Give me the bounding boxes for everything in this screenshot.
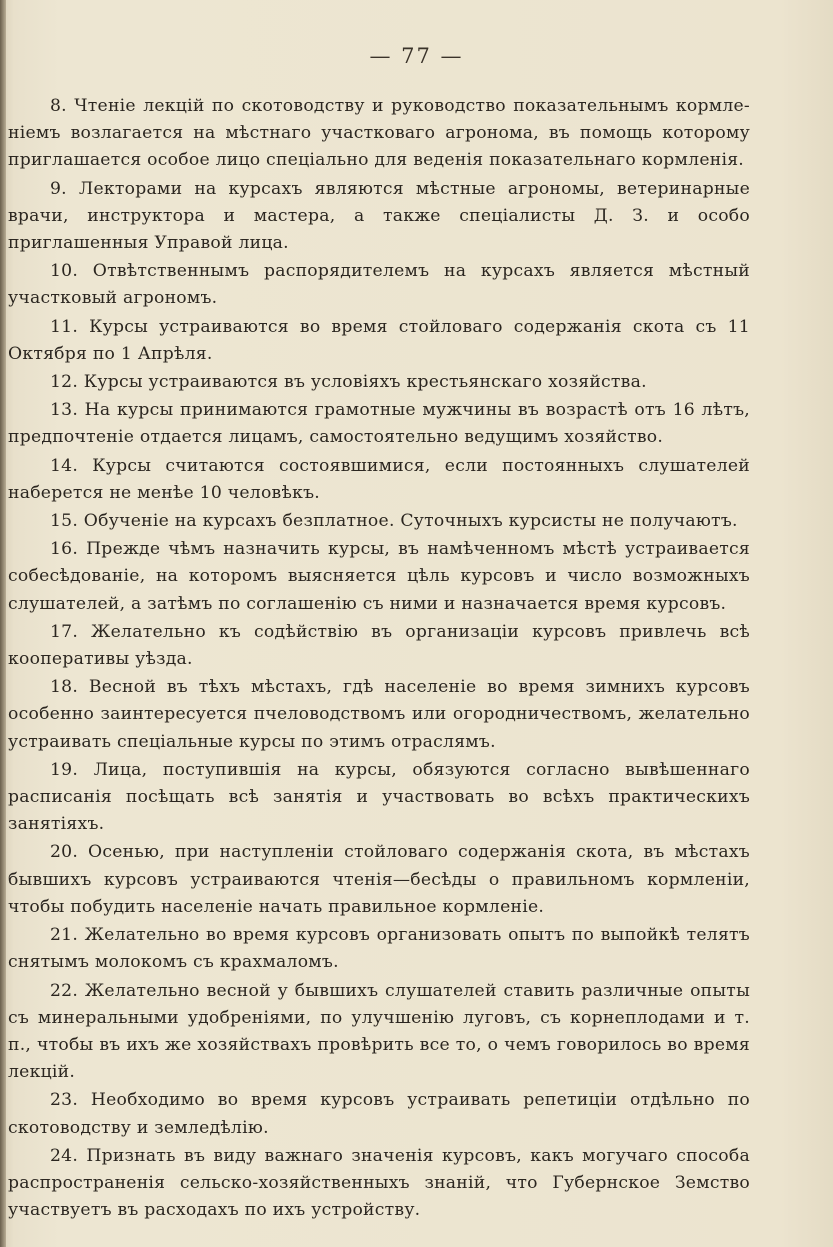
paragraph-11: 11. Курсы устраиваются во время стойловаго содержанія скота съ 11 Октября по 1 Апрѣля. [8,316,750,364]
paragraph-15: 15. Обученіе на курсахъ безплатное. Суточныхъ курсисты не получаютъ. [50,511,738,532]
paragraph-10: 10. Отвѣтственнымъ распорядителемъ на курсахъ является мѣстный участковый агрономъ. [8,261,750,309]
paragraph-12: 12. Курсы устраиваются въ условіяхъ крестьянскаго хозяйства. [50,372,647,393]
paragraph-13: 13. На курсы принимаются грамотные мужчины въ возрастѣ отъ 16 лѣтъ, предпочтеніе отдается лицамъ, самостоятельно ведущимъ хозяйство. [8,400,750,448]
page-number: — 77 — [369,44,464,68]
page-binding-edge [0,0,6,1247]
paragraph-22: 22. Желательно весной у бывшихъ слушателей ставить различные опыты съ минеральными удобреніями, по улучшенію луговъ, съ корнеплодами и т. п., чтобы въ ихъ же хозяйствахъ провѣрить все то, о чемъ говорилось во время лекцій. [8,980,750,1083]
paragraph-23: 23. Необходимо во время курсовъ устраивать репетиціи отдѣльно по скотоводству и земледѣлію. [8,1090,750,1138]
paragraph-17: 17. Желательно къ содѣйствію въ организаціи курсовъ привлечь всѣ кооперативы уѣзда. [8,621,750,670]
paragraph-21: 21. Желательно во время курсовъ организовать опытъ по выпойкѣ телятъ снятымъ молокомъ съ крахмаломъ. [8,925,750,973]
paragraph-16: 16. Прежде чѣмъ назначить курсы, въ намѣченномъ мѣстѣ устраивается собесѣдованіе, на которомъ выясняется цѣль курсовъ и число возможныхъ слушателей, а затѣмъ по соглашенію съ ними и назначается время курсовъ. [8,539,750,614]
document-body [8,93,750,1224]
paragraph-20: 20. Осенью, при наступленіи стойловаго содержанія скота, въ мѣстахъ бывшихъ курсовъ устраиваются чтенія—бесѣды о правильномъ кормленіи, чтобы побудить населеніе начать правильное кормленіе. [8,842,750,917]
paragraph-8: 8. Чтеніе лекцій по скотоводству и руководство показательнымъ кормле-ніемъ возлагается на мѣстнаго участковаго агронома, въ помощь которому приглашается особое лицо спеціально для веденія показательнаго кормленія. [8,96,750,171]
paragraph-18: 18. Весной въ тѣхъ мѣстахъ, гдѣ населеніе во время зимнихъ курсовъ особенно заинтересуется пчеловодствомъ или огородничествомъ, желательно устраивать спеціальные курсы по этимъ отраслямъ. [8,677,750,752]
paragraph-9: 9. Лекторами на курсахъ являются мѣстные агрономы, ветеринарные врачи, инструктора и мастера, а также спеціалисты Д. З. и особо приглашенныя Управой лица. [8,178,750,254]
paragraph-24: 24. Признать въ виду важнаго значенія курсовъ, какъ могучаго способа распространенія сельско-хозяйственныхъ знаній, что Губернское Земство участвуетъ въ расходахъ по ихъ устройству. [8,1145,750,1221]
paragraph-14: 14. Курсы считаются состоявшимися, если постоянныхъ слушателей наберется не менѣе 10 человѣкъ. [8,455,750,503]
paragraph-19: 19. Лица, поступившія на курсы, обязуются согласно вывѣшеннаго расписанія посѣщать всѣ занятія и участвовать во всѣхъ практическихъ занятіяхъ. [8,759,750,835]
